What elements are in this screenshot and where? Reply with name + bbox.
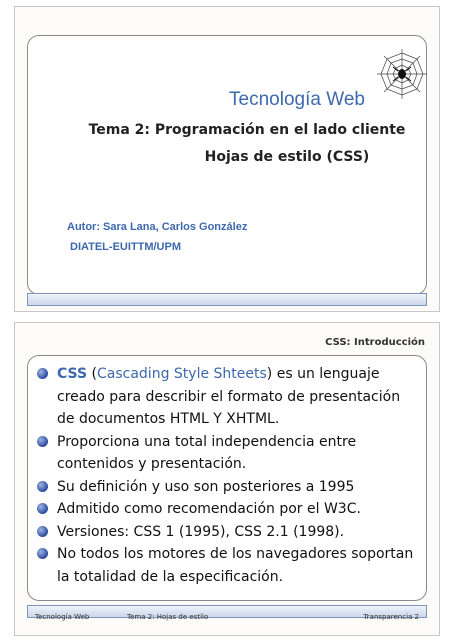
list-item bbox=[27, 431, 425, 476]
bullet-icon bbox=[37, 368, 48, 379]
title-card bbox=[27, 35, 427, 295]
bullet-icon bbox=[37, 436, 48, 447]
list-item bbox=[27, 363, 425, 431]
footer-page-number: Transparencia 2 bbox=[363, 613, 419, 621]
footer-strip bbox=[27, 293, 427, 306]
bullet-list bbox=[27, 363, 425, 588]
bullet-text: ) es un lenguaje creado para describir el formato de presentación de documentos HTML Y XHTML. bbox=[57, 366, 401, 427]
presentation-topic: Hojas de estilo (CSS) bbox=[204, 149, 370, 165]
bullet-icon bbox=[37, 481, 48, 492]
footer-course: Tecnología Web bbox=[35, 613, 90, 621]
department-line: DIATEL-EUITTM/UPM bbox=[70, 241, 182, 253]
list-item bbox=[27, 543, 425, 588]
paren-text: ( bbox=[87, 366, 97, 382]
presentation-title: Tecnología Web bbox=[229, 89, 365, 110]
bullet-icon bbox=[37, 503, 48, 514]
bullet-text: Proporciona una total independencia entre contenidos y presentación. bbox=[57, 433, 357, 472]
bullet-text: Su definición y uso son posteriores a 1995 bbox=[57, 478, 355, 495]
bullet-icon bbox=[37, 526, 48, 537]
bullet-icon bbox=[37, 548, 48, 559]
bullet-text: Versiones: CSS 1 (1995), CSS 2.1 (1998). bbox=[57, 523, 345, 540]
list-item bbox=[27, 521, 425, 544]
slide-header: CSS: Introducción bbox=[325, 337, 425, 348]
list-item bbox=[27, 498, 425, 521]
term-css: CSS bbox=[57, 366, 88, 382]
footer-topic: Tema 2: Hojas de estilo bbox=[127, 613, 209, 621]
list-item bbox=[27, 476, 425, 499]
bullet-text: No todos los motores de los navegadores soportan la totalidad de la especificación. bbox=[57, 546, 414, 585]
author-line: Autor: Sara Lana, Carlos González bbox=[67, 221, 248, 233]
presentation-subtitle: Tema 2: Programación en el lado cliente bbox=[88, 122, 406, 138]
slide-1 bbox=[14, 6, 440, 312]
bullet-text: Admitido como recomendación por el W3C. bbox=[57, 501, 361, 517]
slide-2 bbox=[14, 322, 440, 636]
term-expansion: Cascading Style Shteets bbox=[97, 366, 267, 382]
